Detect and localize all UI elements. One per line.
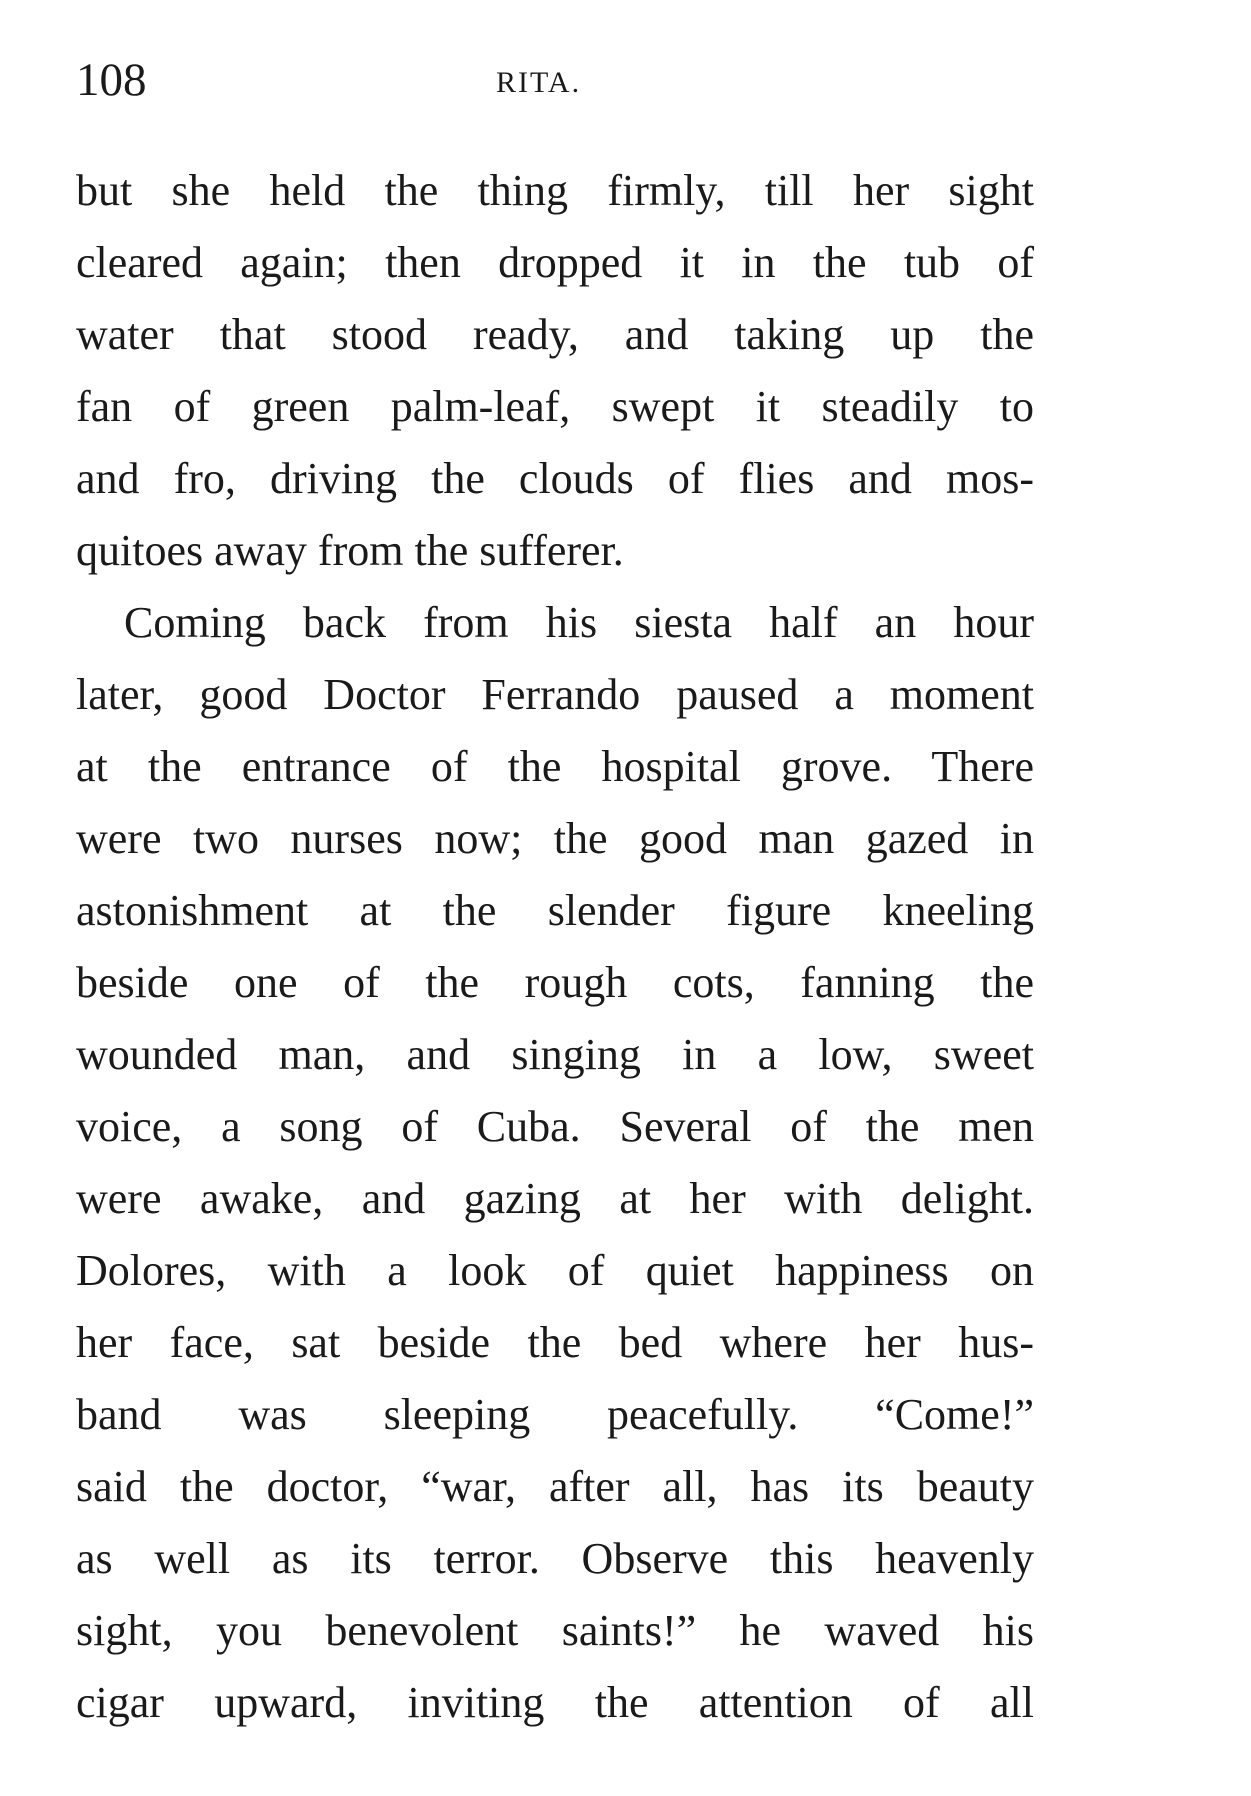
text-line: but she held the thing firmly, till her sight xyxy=(76,166,1034,215)
text-line: at the entrance of the hospital grove. There xyxy=(76,742,1034,791)
text-line: as well as its terror. Observe this heavenly xyxy=(76,1534,1034,1583)
text-line: water that stood ready, and taking up the xyxy=(76,310,1034,359)
text-line: later, good Doctor Ferrando paused a moment xyxy=(76,670,1034,719)
text-line: band was sleeping peacefully. “Come!” xyxy=(76,1390,1034,1439)
text-line: said the doctor, “war, after all, has its beauty xyxy=(76,1462,1034,1511)
text-line: cigar upward, inviting the attention of all xyxy=(76,1678,1034,1727)
text-line: cleared again; then dropped it in the tub of xyxy=(76,238,1034,287)
text-line: wounded man, and singing in a low, sweet xyxy=(76,1030,1034,1079)
paragraph xyxy=(76,155,1034,587)
text-line: quitoes away from the sufferer. xyxy=(76,526,624,575)
body-text xyxy=(76,155,1034,1739)
text-line: Coming back from his siesta half an hour xyxy=(124,598,1034,647)
running-head: RITA. xyxy=(496,66,582,99)
text-line: voice, a song of Cuba. Several of the men xyxy=(76,1102,1034,1151)
paragraph xyxy=(76,587,1034,1739)
text-line: beside one of the rough cots, fanning the xyxy=(76,958,1034,1007)
text-line: were two nurses now; the good man gazed in xyxy=(76,814,1034,863)
text-line: were awake, and gazing at her with delight. xyxy=(76,1174,1034,1223)
text-line: her face, sat beside the bed where her hus- xyxy=(76,1318,1034,1367)
text-line: fan of green palm-leaf, swept it steadily to xyxy=(76,382,1034,431)
page-header xyxy=(76,50,1026,110)
text-line: Dolores, with a look of quiet happiness on xyxy=(76,1246,1034,1295)
page-number: 108 xyxy=(76,54,147,106)
text-line: sight, you benevolent saints!” he waved his xyxy=(76,1606,1034,1655)
text-line: and fro, driving the clouds of flies and mos- xyxy=(76,454,1034,503)
text-line: astonishment at the slender figure kneeling xyxy=(76,886,1034,935)
